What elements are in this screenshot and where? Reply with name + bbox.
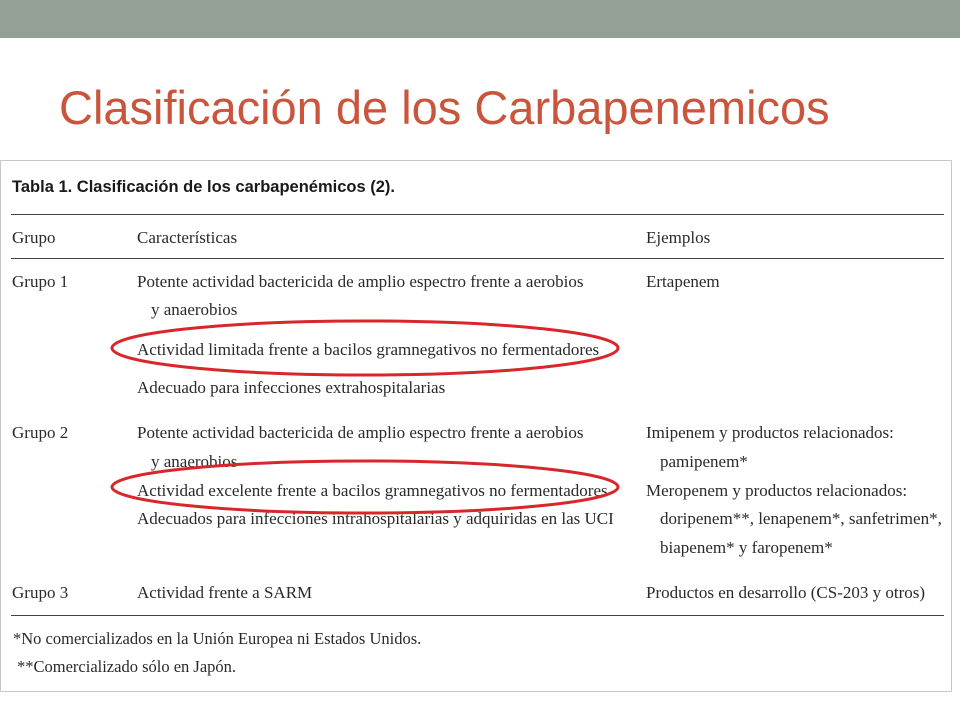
- footnote: **Comercializado sólo en Japón.: [17, 657, 237, 676]
- row-characteristic: Potente actividad bactericida de amplio espectro frente a aerobios: [137, 272, 584, 291]
- highlighted-characteristic: Actividad limitada frente a bacilos gramnegativos no fermentadores: [137, 340, 600, 359]
- row-example: Productos en desarrollo (CS-203 y otros): [646, 583, 926, 602]
- row-example: pamipenem*: [660, 452, 748, 471]
- header-ejemplos: Ejemplos: [646, 228, 711, 247]
- row-example: Meropenem y productos relacionados:: [646, 481, 908, 500]
- rule-top: [11, 214, 944, 215]
- row-characteristic: y anaerobios: [151, 452, 238, 471]
- row-characteristic: Actividad frente a SARM: [137, 583, 313, 602]
- rule-header: [11, 258, 944, 259]
- header-grupo: Grupo: [12, 228, 56, 247]
- row-grupo: Grupo 2: [12, 423, 69, 442]
- classification-table: [0, 160, 952, 692]
- row-characteristic: y anaerobios: [151, 300, 238, 319]
- row-example: Imipenem y productos relacionados:: [646, 423, 894, 442]
- row-characteristic: Adecuados para infecciones intrahospitalarias y adquiridas en las UCI: [137, 509, 614, 528]
- table-caption: Tabla 1. Clasificación de los carbapenémicos (2).: [12, 178, 395, 196]
- row-example: doripenem**, lenapenem*, sanfetrimen*,: [660, 509, 942, 528]
- table-footnotes: [13, 625, 421, 681]
- top-accent-bar: [0, 0, 960, 38]
- row-grupo: Grupo 1: [12, 272, 69, 291]
- row-grupo: Grupo 3: [12, 583, 69, 602]
- highlighted-characteristic: Actividad excelente frente a bacilos gramnegativos no fermentadores: [137, 481, 608, 500]
- slide-title: Clasificación de los Carbapenemicos: [59, 81, 830, 134]
- row-example: biapenem* y faropenem*: [660, 538, 833, 557]
- footnote: *No comercializados en la Unión Europea ni Estados Unidos.: [13, 629, 422, 648]
- row-characteristic: Potente actividad bactericida de amplio espectro frente a aerobios: [137, 423, 584, 442]
- row-characteristic: Adecuado para infecciones extrahospitalarias: [137, 378, 446, 397]
- rule-bottom: [11, 615, 944, 616]
- row-example: Ertapenem: [646, 272, 720, 291]
- header-caracteristicas: Características: [137, 228, 238, 247]
